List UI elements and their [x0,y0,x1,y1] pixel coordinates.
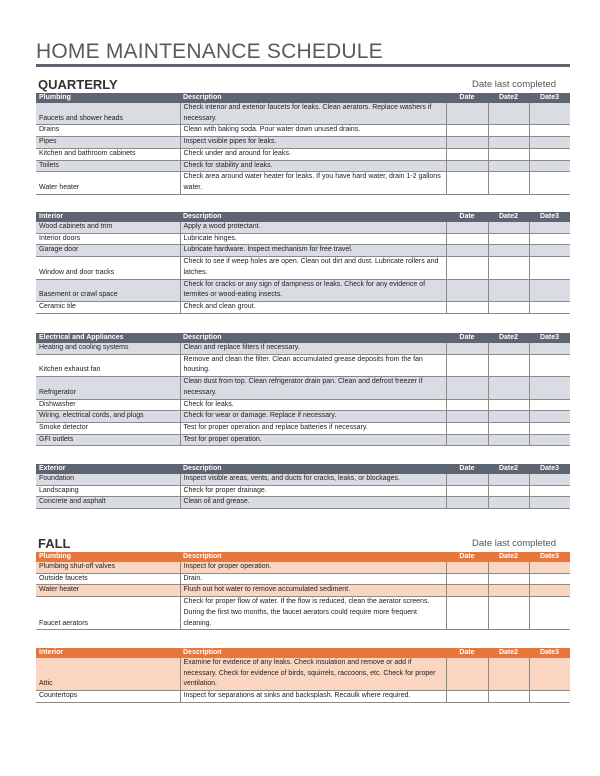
table-row [36,222,570,233]
table-row [36,354,570,376]
description-cell: Clean and replace filters if necessary. [180,343,446,354]
column-header-date: Date3 [529,464,570,474]
date-cell[interactable] [529,377,570,399]
date-cell[interactable] [529,691,570,703]
page-title: HOME MAINTENANCE SCHEDULE [36,40,383,63]
date-cell[interactable] [529,172,570,194]
table-row [36,691,570,703]
description-cell: Test for proper operation. [180,434,446,446]
item-cell: Concrete and asphalt [36,497,180,509]
date-cell[interactable] [488,257,529,279]
table-row [36,562,570,573]
table-row [36,245,570,257]
date-cell[interactable] [529,422,570,434]
item-cell: Countertops [36,691,180,703]
item-cell: Landscaping [36,485,180,497]
column-header-description: Description [180,464,446,474]
date-cell[interactable] [488,411,529,423]
item-cell: Faucets and shower heads [36,103,180,125]
item-cell: Pipes [36,137,180,149]
item-cell: Kitchen and bathroom cabinets [36,148,180,160]
description-cell: Test for proper operation and replace batteries if necessary. [180,422,446,434]
item-cell: Heating and cooling systems [36,343,180,354]
item-cell: Ceramic tile [36,301,180,313]
description-cell: Check for cracks or any sign of dampness or leaks. Check for any evidence of termites or wood-eating insects. [180,279,446,301]
item-cell: Water heater [36,585,180,597]
description-cell: Drain. [180,573,446,585]
date-cell[interactable] [446,125,488,137]
date-cell[interactable] [529,474,570,485]
date-cell[interactable] [529,573,570,585]
date-cell[interactable] [446,103,488,125]
item-cell: Wiring, electrical cords, and plugs [36,411,180,423]
item-cell: Dishwasher [36,399,180,411]
description-cell: Inspect for proper operation. [180,562,446,573]
column-header-date: Date3 [529,552,570,562]
column-header-date: Date3 [529,212,570,222]
date-cell[interactable] [446,301,488,313]
date-cell[interactable] [529,597,570,630]
date-cell[interactable] [529,485,570,497]
item-cell: Refrigerator [36,377,180,399]
section-title: FALL [38,536,71,551]
date-cell[interactable] [529,301,570,313]
date-cell[interactable] [488,137,529,149]
description-cell: Flush out hot water to remove accumulated sediment. [180,585,446,597]
date-cell[interactable] [446,377,488,399]
date-cell[interactable] [446,411,488,423]
date-cell[interactable] [446,497,488,509]
column-header-date: Date [446,212,488,222]
date-cell[interactable] [446,233,488,245]
table-header-row [36,464,570,474]
description-cell: Examine for evidence of any leaks. Check insulation and remove or add if necessary. Check for evidence of birds, squirrels, raccoons, etc. Check for proper ventilation. [180,658,446,691]
column-header-category: Interior [36,648,180,658]
date-cell[interactable] [529,222,570,233]
title-divider [36,64,570,67]
description-cell: Inspect for separations at sinks and backsplash. Recaulk where required. [180,691,446,703]
column-header-date: Date2 [488,333,529,343]
date-cell[interactable] [488,485,529,497]
column-header-description: Description [180,93,446,103]
section-title: QUARTERLY [38,77,118,92]
table-quarterly-interior [36,212,570,314]
table-fall-interior [36,648,570,703]
description-cell: Check to see if weep holes are open. Clean out dirt and dust. Lubricate rollers and latches. [180,257,446,279]
date-cell[interactable] [488,434,529,446]
date-cell[interactable] [529,160,570,172]
date-cell[interactable] [529,137,570,149]
description-cell: Apply a wood protectant. [180,222,446,233]
column-header-date: Date3 [529,333,570,343]
date-cell[interactable] [488,597,529,630]
table-row [36,658,570,691]
column-header-date: Date [446,552,488,562]
table-header-row [36,552,570,562]
date-cell[interactable] [529,343,570,354]
table-row [36,422,570,434]
date-cell[interactable] [488,245,529,257]
table-row [36,233,570,245]
date-cell[interactable] [488,343,529,354]
column-header-date: Date [446,333,488,343]
table-row [36,172,570,194]
date-cell[interactable] [446,658,488,691]
description-cell: Lubricate hinges. [180,233,446,245]
column-header-date: Date [446,648,488,658]
column-header-description: Description [180,333,446,343]
date-cell[interactable] [488,103,529,125]
date-cell[interactable] [446,172,488,194]
date-cell[interactable] [529,148,570,160]
description-cell: Check under and around for leaks. [180,148,446,160]
table-quarterly-electrical [36,333,570,446]
date-last-completed-label: Date last completed [472,79,556,90]
table-row [36,573,570,585]
date-cell[interactable] [488,279,529,301]
description-cell: Inspect visible pipes for leaks. [180,137,446,149]
item-cell: Basement or crawl space [36,279,180,301]
column-header-date: Date2 [488,552,529,562]
table-row [36,474,570,485]
section-header-quarterly [36,77,570,91]
date-cell[interactable] [446,399,488,411]
table-row [36,411,570,423]
item-cell: Water heater [36,172,180,194]
date-cell[interactable] [446,485,488,497]
date-cell[interactable] [488,172,529,194]
date-cell[interactable] [446,573,488,585]
date-cell[interactable] [488,585,529,597]
column-header-date: Date2 [488,212,529,222]
date-cell[interactable] [488,301,529,313]
item-cell: Smoke detector [36,422,180,434]
table-row [36,585,570,597]
date-cell[interactable] [529,411,570,423]
table-row [36,137,570,149]
date-cell[interactable] [446,279,488,301]
date-last-completed-label: Date last completed [472,538,556,549]
column-header-date: Date [446,93,488,103]
column-header-date: Date2 [488,648,529,658]
date-cell[interactable] [529,245,570,257]
date-cell[interactable] [488,148,529,160]
date-cell[interactable] [488,125,529,137]
date-cell[interactable] [446,422,488,434]
description-cell: Clean oil and grease. [180,497,446,509]
date-cell[interactable] [488,222,529,233]
date-cell[interactable] [529,585,570,597]
item-cell: Kitchen exhaust fan [36,354,180,376]
item-cell: Attic [36,658,180,691]
date-cell[interactable] [488,497,529,509]
table-row [36,343,570,354]
table-row [36,597,570,630]
item-cell: Window and door tracks [36,257,180,279]
table-row [36,377,570,399]
table-row [36,103,570,125]
date-cell[interactable] [488,354,529,376]
table-fall-plumbing [36,552,570,630]
date-cell[interactable] [446,257,488,279]
column-header-description: Description [180,648,446,658]
date-cell[interactable] [529,125,570,137]
description-cell: Check interior and exterior faucets for leaks. Clean aerators. Replace washers if necessary. [180,103,446,125]
date-cell[interactable] [488,658,529,691]
column-header-category: Electrical and Appliances [36,333,180,343]
date-cell[interactable] [446,691,488,703]
date-cell[interactable] [529,103,570,125]
description-cell: Check area around water heater for leaks. If you have hard water, drain 1-2 gallons water. [180,172,446,194]
description-cell: Inspect visible areas, vents, and ducts for cracks, leaks, or blockages. [180,474,446,485]
date-cell[interactable] [529,497,570,509]
date-cell[interactable] [446,585,488,597]
table-quarterly-plumbing [36,93,570,195]
table-header-row [36,648,570,658]
column-header-date: Date3 [529,93,570,103]
column-header-description: Description [180,212,446,222]
table-row [36,497,570,509]
column-header-description: Description [180,552,446,562]
item-cell: Faucet aerators [36,597,180,630]
column-header-date: Date [446,464,488,474]
date-cell[interactable] [446,597,488,630]
table-row [36,399,570,411]
date-cell[interactable] [529,354,570,376]
date-cell[interactable] [488,160,529,172]
table-row [36,434,570,446]
description-cell: Check for proper drainage. [180,485,446,497]
date-cell[interactable] [529,233,570,245]
item-cell: Drains [36,125,180,137]
column-header-category: Interior [36,212,180,222]
date-cell[interactable] [488,691,529,703]
table-row [36,148,570,160]
date-cell[interactable] [488,233,529,245]
item-cell: GFI outlets [36,434,180,446]
item-cell: Garage door [36,245,180,257]
date-cell[interactable] [488,474,529,485]
date-cell[interactable] [488,562,529,573]
date-cell[interactable] [446,343,488,354]
table-header-row [36,212,570,222]
description-cell: Lubricate hardware. Inspect mechanism for free travel. [180,245,446,257]
date-cell[interactable] [446,474,488,485]
date-cell[interactable] [488,422,529,434]
date-cell[interactable] [529,399,570,411]
date-cell[interactable] [529,562,570,573]
date-cell[interactable] [529,279,570,301]
date-cell[interactable] [446,160,488,172]
column-header-date: Date3 [529,648,570,658]
table-row [36,160,570,172]
date-cell[interactable] [488,573,529,585]
date-cell[interactable] [529,434,570,446]
description-cell: Check for leaks. [180,399,446,411]
date-cell[interactable] [446,434,488,446]
item-cell: Toilets [36,160,180,172]
description-cell: Remove and clean the filter. Clean accumulated grease deposits from the fan housing. [180,354,446,376]
item-cell: Outside faucets [36,573,180,585]
table-row [36,279,570,301]
date-cell[interactable] [446,222,488,233]
item-cell: Foundation [36,474,180,485]
date-cell[interactable] [446,562,488,573]
date-cell[interactable] [529,257,570,279]
date-cell[interactable] [488,377,529,399]
table-header-row [36,333,570,343]
column-header-date: Date2 [488,93,529,103]
description-cell: Check for stability and leaks. [180,160,446,172]
description-cell: Clean with baking soda. Pour water down unused drains. [180,125,446,137]
date-cell[interactable] [529,658,570,691]
table-row [36,485,570,497]
column-header-category: Exterior [36,464,180,474]
description-cell: Check for wear or damage. Replace if necessary. [180,411,446,423]
table-quarterly-exterior [36,464,570,509]
item-cell: Plumbing shut-off valves [36,562,180,573]
description-cell: Check for proper flow of water. If the flow is reduced, clean the aerator screens. During the first two months, the faucet aerators could require more frequent cleaning. [180,597,446,630]
table-row [36,125,570,137]
item-cell: Interior doors [36,233,180,245]
section-header-fall [36,536,570,550]
table-header-row [36,93,570,103]
date-cell[interactable] [446,148,488,160]
description-cell: Clean dust from top. Clean refrigerator drain pan. Clean and defrost freezer if necessary. [180,377,446,399]
column-header-date: Date2 [488,464,529,474]
date-cell[interactable] [446,137,488,149]
date-cell[interactable] [446,354,488,376]
column-header-category: Plumbing [36,552,180,562]
column-header-category: Plumbing [36,93,180,103]
date-cell[interactable] [488,399,529,411]
table-row [36,257,570,279]
date-cell[interactable] [446,245,488,257]
item-cell: Wood cabinets and trim [36,222,180,233]
table-row [36,301,570,313]
description-cell: Check and clean grout. [180,301,446,313]
